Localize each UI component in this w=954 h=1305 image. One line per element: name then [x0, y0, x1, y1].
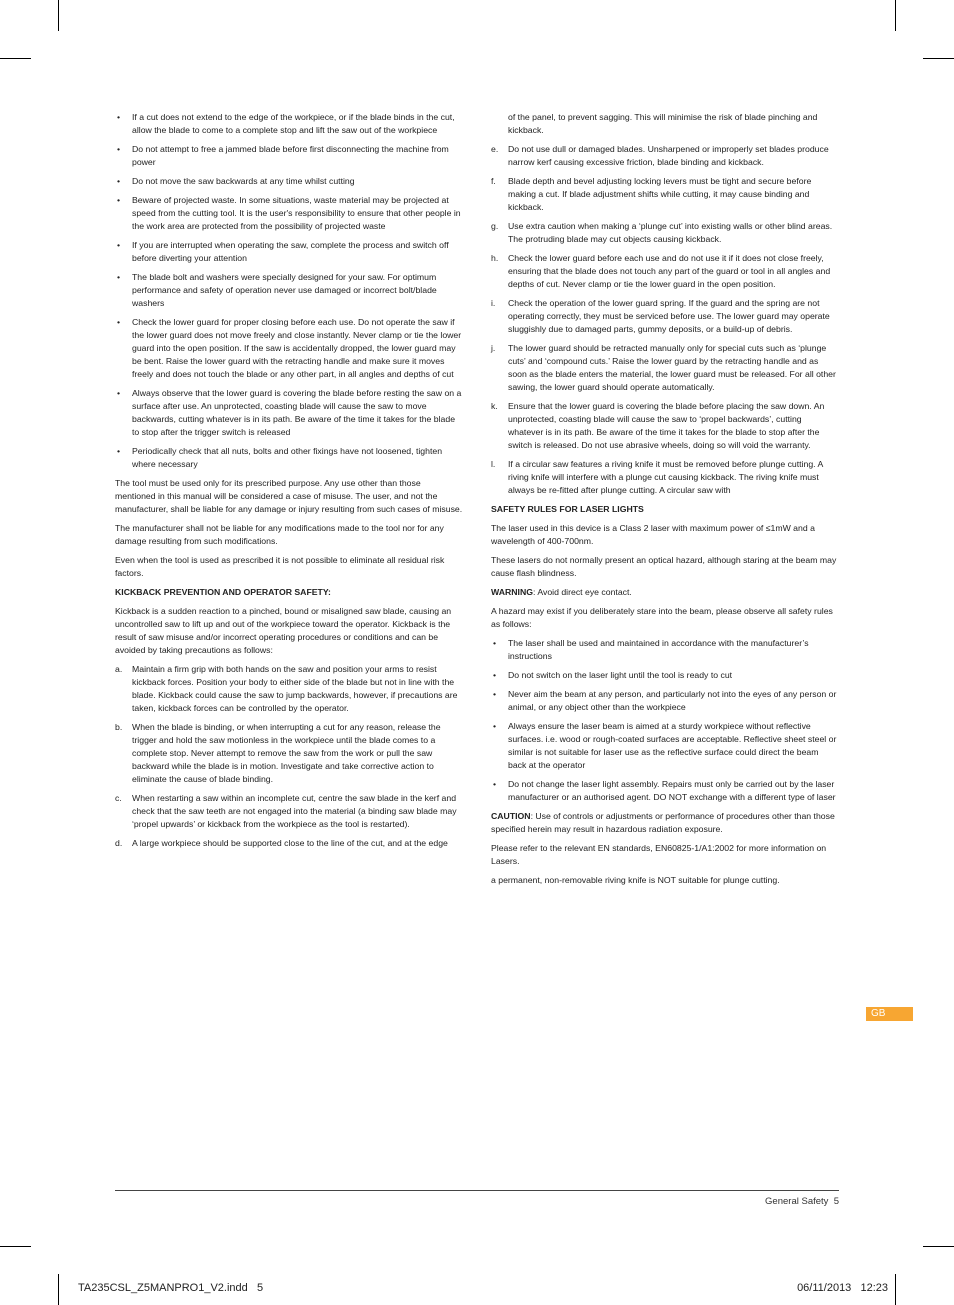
- bullet-item: [115, 194, 463, 233]
- list-marker: •: [493, 779, 497, 789]
- labeled-paragraph: [491, 810, 839, 836]
- list-marker: •: [117, 240, 121, 250]
- slug-datetime: 06/11/2013 12:23: [797, 1282, 888, 1294]
- lettered-item: [115, 721, 463, 786]
- lettered-item: [491, 252, 839, 291]
- crop-mark: [0, 58, 31, 59]
- bullet-item: [115, 143, 463, 169]
- item-text: Do not switch on the laser light until the tool is ready to cut: [508, 670, 733, 680]
- item-text: Do not use dull or damaged blades. Unsharpened or improperly set blades produce narrow kerf causing excessive friction, blade binding and kickback.: [508, 144, 829, 167]
- footer-rule: [115, 1190, 839, 1191]
- bullet-item: [115, 239, 463, 265]
- paragraph-label: WARNING: [491, 587, 533, 597]
- item-text: Periodically check that all nuts, bolts and other fixings have not loosened, tighten where necessary: [132, 446, 443, 469]
- bullet-item: [115, 445, 463, 471]
- item-text: The lower guard should be retracted manually only for special cuts such as ‘plunge cuts’ and ‘compound cuts.’ Raise the lower guard by the retracting handle and as soon as the blade enters the material, the lower guard must be released. For all other sawing, the lower guard should operate automatically.: [508, 343, 836, 392]
- bullet-item: [115, 111, 463, 137]
- section-heading: SAFETY RULES FOR LASER LIGHTS: [491, 504, 644, 514]
- item-text: Always observe that the lower guard is covering the blade before resting the saw on a surface after use. An unprotected, coasting blade will cause the saw to move backwards, cutting whatever is in its path. Be aware of the time it takes for the blade to stop after the trigger switch is released: [132, 388, 462, 437]
- continued-item-text: of the panel, to prevent sagging. This will minimise the risk of blade pinching and kickback.: [508, 112, 818, 135]
- lettered-item: [115, 837, 463, 850]
- item-text: Use extra caution when making a ‘plunge cut’ into existing walls or other blind areas. The protruding blade may cut objects causing kickback.: [508, 221, 833, 244]
- list-marker: c.: [115, 793, 122, 803]
- item-text: When the blade is binding, or when interrupting a cut for any reason, release the trigger and hold the saw motionless in the workpiece until the blade comes to a complete stop. Never attempt to remove the saw from the work or pull the saw backward while the blade is in motion. Investigate and take corrective action to eliminate the cause of blade binding.: [132, 722, 441, 784]
- list-marker: •: [493, 670, 497, 680]
- item-text: Ensure that the lower guard is covering the blade before placing the saw down. An unprotected, coasting blade will cause the saw to ‘propel backwards’, cutting whatever is in its path. Be aware of the time it takes for the blade to stop after the switch is released. Do not use abrasive wheels, doing so will void the warranty.: [508, 401, 825, 450]
- list-marker: k.: [491, 401, 498, 411]
- list-marker: •: [493, 689, 497, 699]
- bullet-item: [491, 637, 839, 663]
- left-column: [115, 111, 463, 856]
- item-text: A large workpiece should be supported close to the line of the cut, and at the edge: [132, 838, 448, 848]
- item-text: Maintain a firm grip with both hands on the saw and position your arms to resist kickback forces. Position your body to either side of the blade but not in line with the blade. Kickback could cause the saw to jump backwards, however, if precautions are taken, kickback forces can be controlled by the operator.: [132, 664, 458, 713]
- lettered-item: [491, 342, 839, 394]
- list-marker: e.: [491, 144, 499, 154]
- item-text: If a cut does not extend to the edge of the workpiece, or if the blade binds in the cut, allow the blade to come to a complete stop and lift the saw out of the workpiece: [132, 112, 455, 135]
- section-heading: KICKBACK PREVENTION AND OPERATOR SAFETY:: [115, 587, 331, 597]
- item-text: If you are interrupted when operating the saw, complete the process and switch off before diverting your attention: [132, 240, 449, 263]
- bullet-item: [115, 175, 463, 188]
- list-marker: •: [117, 317, 121, 327]
- item-text: Do not change the laser light assembly. Repairs must only be carried out by the laser manufacturer or an authorised agent. DO NOT exchange with a different type of laser: [508, 779, 836, 802]
- list-marker: •: [117, 272, 121, 282]
- lettered-item: [491, 220, 839, 246]
- paragraph: Even when the tool is used as prescribed it is not possible to eliminate all residual risk factors.: [115, 555, 445, 578]
- bullet-item: [115, 316, 463, 381]
- lettered-item: [115, 792, 463, 831]
- paragraph-text: : Avoid direct eye contact.: [533, 587, 632, 597]
- list-marker: •: [493, 638, 497, 648]
- lettered-item: [491, 143, 839, 169]
- list-marker: l.: [491, 459, 496, 469]
- item-text: Check the lower guard before each use and do not use it if it does not close freely, ensuring that the blade does not touch any part of the guard or tool in all angles and depths of cut. Never clamp or tie the lower guard in the open position.: [508, 253, 831, 289]
- list-marker: •: [117, 112, 121, 122]
- list-marker: •: [493, 721, 497, 731]
- item-text: When restarting a saw within an incomplete cut, centre the saw blade in the kerf and check that the saw teeth are not engaged into the material (a binding saw blade may ‘propel upwards’ or kickback from the workpiece as the tool is restarted).: [132, 793, 457, 829]
- item-text: Do not attempt to free a jammed blade before first disconnecting the machine from power: [132, 144, 449, 167]
- lettered-item: [491, 458, 839, 497]
- paragraph: These lasers do not normally present an optical hazard, although staring at the beam may cause flash blindness.: [491, 555, 837, 578]
- list-marker: •: [117, 195, 121, 205]
- crop-mark: [923, 1246, 954, 1247]
- paragraph: Please refer to the relevant EN standards, EN60825-1/A1:2002 for more information on Lasers.: [491, 843, 827, 866]
- bullet-item: [491, 778, 839, 804]
- lettered-item: [491, 175, 839, 214]
- crop-mark: [923, 58, 954, 59]
- list-marker: h.: [491, 253, 499, 263]
- footer-section: [765, 1196, 839, 1207]
- item-text: Do not move the saw backwards at any time whilst cutting: [132, 176, 355, 186]
- lettered-item: [491, 297, 839, 336]
- item-text: Always ensure the laser beam is aimed at a sturdy workpiece without reflective surfaces. i.e. wood or rough-coated surfaces are acceptable. Reflective sheet steel or similar is not suitable for laser use as the reflective surface could direct the beam back at the operator: [508, 721, 837, 770]
- lettered-item: [115, 663, 463, 715]
- bullet-item: [491, 720, 839, 772]
- footer-section-title: General Safety: [765, 1196, 829, 1207]
- paragraph: The laser used in this device is a Class 2 laser with maximum power of ≤1mW and a wavelength of 400-700nm.: [491, 523, 815, 546]
- list-marker: b.: [115, 722, 123, 732]
- language-tab: GB: [866, 1007, 913, 1021]
- crop-mark: [58, 1274, 59, 1305]
- paragraph: a permanent, non-removable riving knife is NOT suitable for plunge cutting.: [491, 875, 780, 885]
- item-text: Check the operation of the lower guard spring. If the guard and the spring are not operating correctly, they must be serviced before use. The lower guard may operate sluggishly due to damaged parts, gummy deposits, or a build-up of debris.: [508, 298, 830, 334]
- list-marker: •: [117, 144, 121, 154]
- item-text: Check the lower guard for proper closing before each use. Do not operate the saw if the lower guard does not move freely and close instantly. Never clamp or tie the lower guard into the open position. If the saw is accidentally dropped, the lower guard may be bent. Raise the lower guard with the retracting handle and make sure it moves freely and does not touch the blade or any other part, in all angles and depths of cut: [132, 317, 462, 379]
- labeled-paragraph: [491, 586, 839, 599]
- paragraph: A hazard may exist if you deliberately stare into the beam, please observe all safety rules as follows:: [491, 606, 833, 629]
- paragraph: Kickback is a sudden reaction to a pinched, bound or misaligned saw blade, causing an uncontrolled saw to lift up and out of the workpiece toward the operator. Kickback is the result of saw misuse and/or incorrect operating procedures or conditions and can be avoided by taking precautions as follows:: [115, 606, 452, 655]
- crop-mark: [895, 0, 896, 31]
- paragraph: The tool must be used only for its prescribed purpose. Any use other than those mentioned in this manual will be considered a case of misuse. The user, and not the manufacturer, shall be liable for any damage or injury resulting from such cases of misuse.: [115, 478, 463, 514]
- bullet-item: [115, 271, 463, 310]
- item-text: Blade depth and bevel adjusting locking levers must be tight and secure before making a cut. If blade adjustment shifts while cutting, it may cause binding and kickback.: [508, 176, 812, 212]
- lettered-item: [491, 400, 839, 452]
- bullet-item: [491, 688, 839, 714]
- list-marker: f.: [491, 176, 496, 186]
- paragraph-text: : Use of controls or adjustments or performance of procedures other than those specified herein may result in hazardous radiation exposure.: [491, 811, 835, 834]
- list-marker: •: [117, 446, 121, 456]
- list-marker: d.: [115, 838, 123, 848]
- list-marker: g.: [491, 221, 499, 231]
- bullet-item: [115, 387, 463, 439]
- list-marker: •: [117, 388, 121, 398]
- list-marker: •: [117, 176, 121, 186]
- right-column: [491, 111, 839, 893]
- crop-mark: [58, 0, 59, 31]
- bullet-item: [491, 669, 839, 682]
- crop-mark: [0, 1246, 31, 1247]
- list-marker: a.: [115, 664, 123, 674]
- list-marker: j.: [491, 343, 496, 353]
- item-text: Beware of projected waste. In some situations, waste material may be projected at speed from the cutting tool. It is the user's responsibility to ensure that other people in the work area are protected from the possibility of projected waste: [132, 195, 461, 231]
- slug-filename: TA235CSL_Z5MANPRO1_V2.indd 5: [78, 1282, 264, 1294]
- item-text: If a circular saw features a riving knife it must be removed before plunge cutting. A riving knife will interfere with a plunge cut causing kickback. The riving knife must always be re-fitted after plunge cutting. A circular saw with: [508, 459, 823, 495]
- crop-mark: [895, 1274, 896, 1305]
- list-marker: i.: [491, 298, 496, 308]
- paragraph-label: CAUTION: [491, 811, 531, 821]
- item-text: The blade bolt and washers were specially designed for your saw. For optimum performance and safety of operation never use damaged or incorrect bolt/blade washers: [132, 272, 437, 308]
- paragraph: The manufacturer shall not be liable for any modifications made to the tool nor for any damage resulting from such modifications.: [115, 523, 444, 546]
- item-text: Never aim the beam at any person, and particularly not into the eyes of any person or animal, or any object other than the workpiece: [508, 689, 837, 712]
- page-number: 5: [833, 1196, 839, 1207]
- item-text: The laser shall be used and maintained in accordance with the manufacturer’s instructions: [508, 638, 809, 661]
